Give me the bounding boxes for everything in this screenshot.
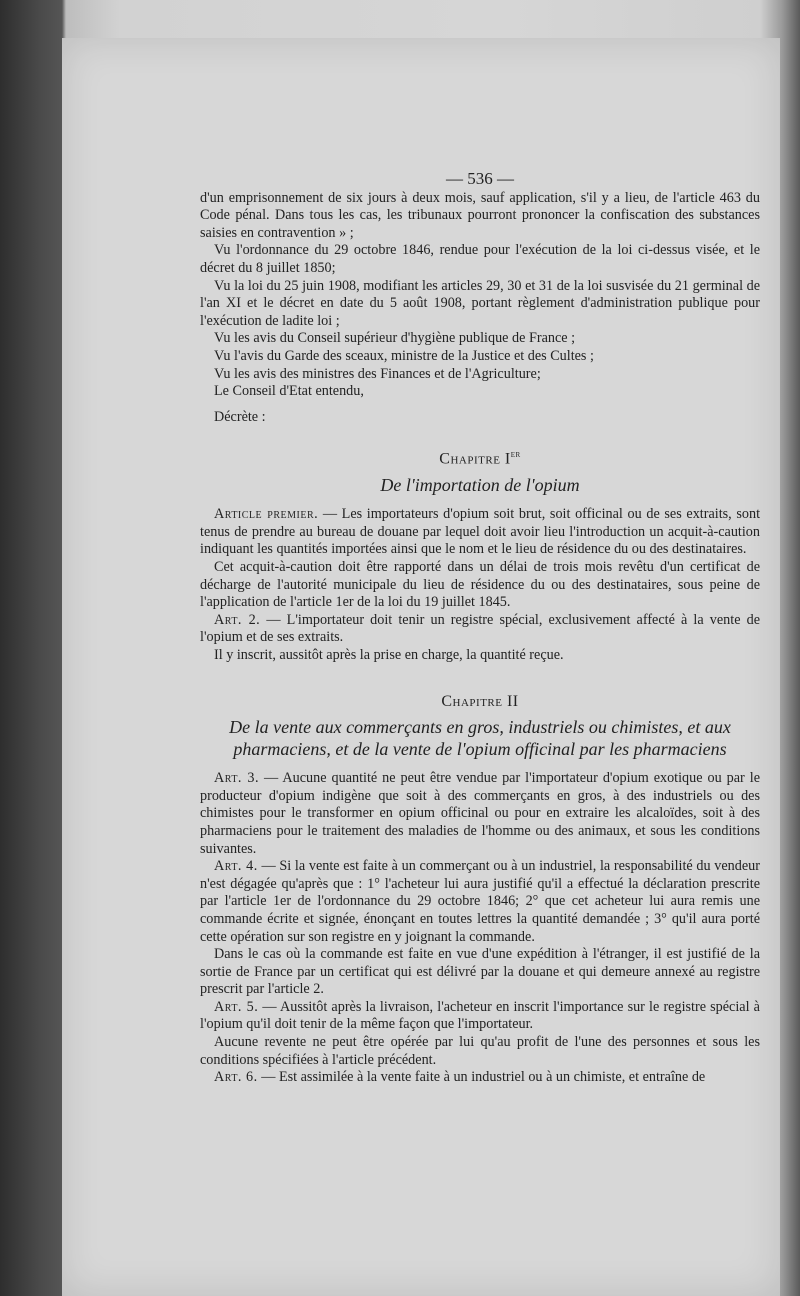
chapter-2-heading: Chapitre II [441, 692, 519, 710]
article-4-para-2: Dans le cas où la commande est faite en vue d'une expédition à l'étranger, il est justifié de la sortie de France par un certificat qui est délivré par la douane et qui demeure annexé au registre prescrit par l'article 2. [200, 946, 760, 998]
article-6 [200, 1069, 760, 1087]
preamble-para-6: Vu les avis des ministres des Finances et de l'Agriculture; [214, 365, 541, 382]
article-5-head: Art. 5. [214, 998, 259, 1015]
article-1-para-2: Cet acquit-à-caution doit être rapporté dans un délai de trois mois revêtu d'un certificat de décharge de l'autorité municipale du lieu de résidence du ou des destinataires, sous peine de l'application de l'article 1er de la loi du 19 juillet 1845. [200, 559, 760, 611]
decree-line: Décrète : [214, 408, 266, 425]
article-1-text: — Les importateurs d'opium soit brut, soit officinal ou de ses extraits, sont tenus de prendre au bureau de douane par lequel doit avoir lieu l'introduction un acquit-à-caution indiquant les quantités importées ainsi que le nom et le lieu de résidence du ou des destinataires. [200, 506, 761, 558]
chapter-1-heading [200, 446, 760, 468]
article-3-text: — Aucune quantité ne peut être vendue par l'importateur d'opium exotique ou par le producteur d'opium indigène que soit à des commerçants en gros, à des industriels ou des chimistes pour le transformer en opium officinal ou pour en extraire les alcaloïdes, soit à des pharmaciens pour le traitement des maladies de l'homme ou des animaux, et sous les conditions suivantes. [200, 770, 760, 857]
preamble-para-1: d'un emprisonnement de six jours à deux mois, sauf application, s'il y a lieu, de l'article 463 du Code pénal. Dans tous les cas, les tribunaux pourront prononcer la confiscation des substances saisies en contravention » ; [200, 189, 760, 241]
preamble-para-3: Vu la loi du 25 juin 1908, modifiant les articles 29, 30 et 31 de la loi susvisée du 21 germinal de l'an XI et le décret en date du 5 août 1908, portant règlement d'administration publique pour l'exécution de ladite loi ; [200, 277, 760, 329]
page-text [200, 170, 760, 1087]
chapter-2-title: De la vente aux commerçants en gros, industriels ou chimistes, et aux pharmaciens, et de la vente de l'opium officinal par les pharmaciens [229, 717, 731, 760]
article-3-head: Art. 3. [214, 770, 260, 787]
page-number: — 536 — [446, 169, 514, 188]
preamble-para-4: Vu les avis du Conseil supérieur d'hygiène publique de France ; [214, 330, 576, 347]
article-2 [200, 612, 760, 647]
article-4 [200, 858, 760, 946]
article-3 [200, 770, 760, 858]
preamble-para-2: Vu l'ordonnance du 29 octobre 1846, rendue pour l'exécution de la loi ci-dessus visée, et le décret du 8 juillet 1850; [200, 242, 760, 276]
article-4-text: — Si la vente est faite à un commerçant ou à un industriel, la responsabilité du vendeur n'est dégagée qu'après que : 1° l'acheteur lui aura justifié qu'il a effectué la déclaration prescrite par l'article 1er de l'ordonnance du 29 octobre 1846; 2° que cet acheteur lui aura remis une commande écrite et signée, énonçant en toutes lettres la quantité demandée ; 3° qu'il aura porté cette opération sur son registre en y joignant la commande. [200, 858, 760, 945]
article-2-head: Art. 2. [214, 611, 261, 628]
article-4-head: Art. 4. [214, 858, 258, 875]
article-6-text: — Est assimilée à la vente faite à un industriel ou à un chimiste, et entraîne de [257, 1069, 706, 1086]
article-5 [200, 999, 760, 1034]
article-1-head: Article premier. [214, 506, 319, 523]
chapter-1-title: De l'importation de l'opium [380, 475, 580, 496]
article-6-head: Art. 6. [214, 1069, 258, 1086]
preamble-para-5: Vu l'avis du Garde des sceaux, ministre de la Justice et des Cultes ; [214, 347, 594, 364]
chapter-1-sup: er [510, 449, 521, 461]
article-1 [200, 506, 760, 559]
article-5-para-2: Aucune revente ne peut être opérée par lui qu'au profit de l'une des personnes et sous les conditions spécifiées à l'article précédent. [200, 1034, 760, 1068]
preamble-para-7: Le Conseil d'Etat entendu, [214, 383, 364, 400]
article-5-text: — Aussitôt après la livraison, l'acheteur en inscrit l'importance sur le registre spécial à l'opium qu'il doit tenir de la même façon que l'importateur. [200, 998, 760, 1033]
article-2-para-2: Il y inscrit, aussitôt après la prise en charge, la quantité reçue. [214, 646, 564, 663]
chapter-1-label: Chapitre I [439, 450, 511, 468]
article-2-text: — L'importateur doit tenir un registre spécial, exclusivement affecté à la vente de l'opium et de ses extraits. [200, 611, 760, 646]
